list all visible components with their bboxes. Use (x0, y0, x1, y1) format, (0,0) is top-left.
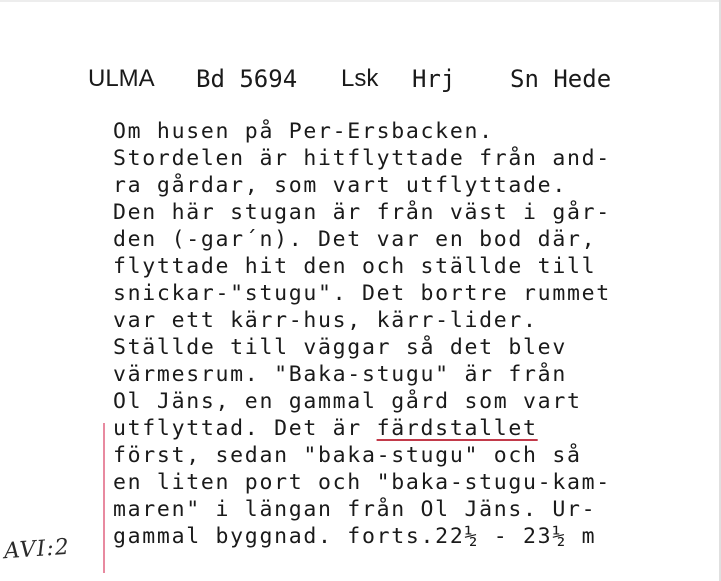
record-number: Bd 5694 (196, 65, 298, 93)
text-line: Den här stugan är från väst i går- (113, 200, 611, 225)
text-line: Stordelen är hitflyttade från and- (113, 146, 611, 171)
socken-field: Sn Hede (510, 65, 612, 93)
harad-field: Hrj (412, 65, 456, 93)
text-line: ra gårdar, som vart utflyttade. (113, 173, 567, 198)
card-body-text (113, 118, 683, 550)
margin-rule (103, 423, 105, 573)
text-segment: utflyttad. Det är (113, 416, 377, 441)
text-line: maren" i längan från Ol Jäns. Ur- (113, 497, 597, 522)
archive-code: ULMA (88, 65, 155, 92)
handwritten-margin-note: AVI:2 (3, 534, 71, 565)
text-line: den (-gar´n). Det var en bod där, (113, 227, 597, 252)
text-line: var ett kärr-hus, kärr-lider. (113, 308, 538, 333)
text-line: Ol Jäns, en gammal gård som vart (113, 389, 582, 414)
text-line-underlined (113, 415, 683, 442)
card-header (88, 62, 648, 96)
text-line: snickar-"stugu". Det bortre rummet (113, 281, 611, 306)
underlined-word: färdstallet (376, 416, 538, 441)
text-line: värmesrum. "Baka-stugu" är från (113, 362, 567, 387)
text-line: en liten port och "baka-stugu-kam- (113, 470, 611, 495)
text-line: gammal byggnad. forts.22½ - 23½ m (113, 524, 597, 549)
text-line: först, sedan "baka-stugu" och så (113, 443, 582, 468)
text-line: Ställde till väggar så det blev (113, 335, 567, 360)
text-line: Om husen på Per-Ersbacken. (113, 119, 494, 144)
text-line: flyttade hit den och ställde till (113, 254, 597, 279)
card-top-edge (0, 0, 721, 2)
landskap-field: Lsk (341, 65, 379, 92)
